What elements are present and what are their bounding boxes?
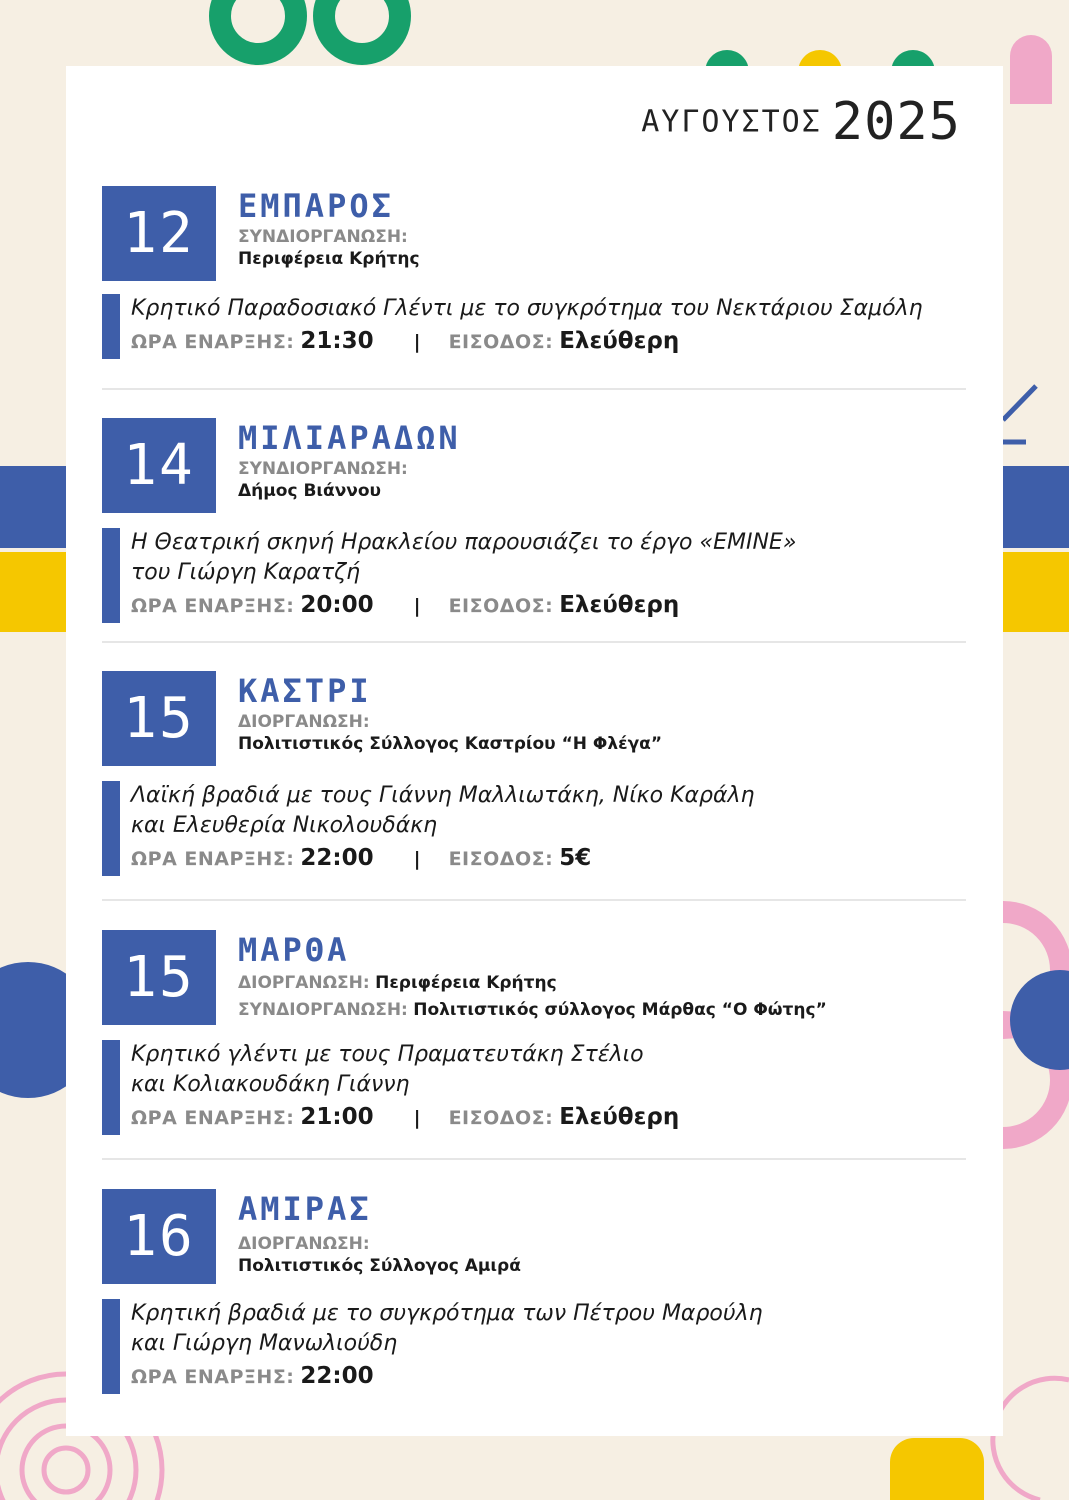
co-organizer-label: ΣΥΝΔΙΟΡΓΑΝΩΣΗ: [238, 1000, 408, 1020]
entry-value: Ελεύθερη [559, 592, 680, 618]
separator: | [413, 1107, 421, 1129]
separator: | [413, 595, 421, 617]
event-description-line2: και Ελευθερία Νικολουδάκη [131, 813, 438, 838]
divider [102, 388, 966, 390]
event-details [102, 781, 966, 876]
event-description: Κρητικό Παραδοσιακό Γλέντι με το συγκρότημα του Νεκτάριου Σαμόλη [131, 296, 923, 321]
co-organizer-value: Πολιτιστικός σύλλογος Μάρθας “Ο Φώτης” [413, 1000, 827, 1020]
event-venue: ΕΜΠΑΡΟΣ [238, 187, 394, 225]
event-venue: ΜΙΛΙΑΡΑΔΩΝ [238, 419, 461, 457]
entry-label: ΕΙΣΟΔΟΣ: [448, 1107, 554, 1129]
left-blue-yellow-shape [0, 466, 66, 632]
event-venue: ΚΑΣΤΡΙ [238, 672, 372, 710]
organizer-label: ΔΙΟΡΓΑΝΩΣΗ: [238, 712, 370, 732]
green-rings-shape [220, 0, 400, 54]
yellow-arch-shape [890, 1438, 984, 1500]
organizer-label: ΣΥΝΔΙΟΡΓΑΝΩΣΗ: [238, 227, 408, 247]
divider [102, 641, 966, 643]
event-venue: ΑΜΙΡΑΣ [238, 1190, 372, 1228]
separator: | [413, 848, 421, 870]
event-details [102, 294, 966, 359]
time-label: ΩΡΑ ΕΝΑΡΞΗΣ: [131, 595, 295, 617]
divider [102, 1158, 966, 1160]
event-description: Η Θεατρική σκηνή Ηρακλείου παρουσιάζει το έργο «ΕΜΙΝΕ» [131, 530, 797, 555]
event-description-line2: και Γιώργη Μανωλιούδη [131, 1331, 398, 1356]
event-description-line2: και Κολιακουδάκη Γιάννη [131, 1072, 410, 1097]
right-lines-shape [1003, 386, 1036, 442]
separator: | [413, 331, 421, 353]
event-venue: ΜΑΡΘΑ [238, 931, 350, 969]
event-description: Κρητική βραδιά με το συγκρότημα των Πέτρου Μαρούλη [131, 1301, 763, 1326]
event-details [102, 1299, 966, 1394]
event-day: 14 [102, 418, 216, 513]
event-details [102, 528, 966, 623]
organizer-value: Πολιτιστικός Σύλλογος Αμιρά [238, 1256, 521, 1276]
organizer-value: Περιφέρεια Κρήτης [375, 973, 557, 993]
divider [102, 899, 966, 901]
entry-value: 5€ [559, 845, 592, 871]
event-description: Λαϊκή βραδιά με τους Γιάννη Μαλλιωτάκη, Νίκο Καράλη [131, 783, 755, 808]
time-label: ΩΡΑ ΕΝΑΡΞΗΣ: [131, 1366, 295, 1388]
organizer-value: Πολιτιστικός Σύλλογος Καστρίου “Η Φλέγα” [238, 734, 663, 754]
month-header [641, 92, 961, 152]
month-label: ΑΥΓΟΥΣΤΟΣ [641, 104, 822, 140]
entry-value: Ελεύθερη [559, 1104, 680, 1130]
right-blue-yellow-shape [1003, 466, 1069, 632]
time-value: 21:30 [300, 328, 374, 354]
event-details [102, 1040, 966, 1135]
event-day: 16 [102, 1189, 216, 1284]
schedule-card [66, 66, 1003, 1436]
organizer-value: Περιφέρεια Κρήτης [238, 249, 420, 269]
entry-label: ΕΙΣΟΔΟΣ: [448, 848, 554, 870]
time-value: 21:00 [300, 1104, 374, 1130]
organizer-label: ΔΙΟΡΓΑΝΩΣΗ: [238, 973, 370, 993]
entry-value: Ελεύθερη [559, 328, 680, 354]
time-label: ΩΡΑ ΕΝΑΡΞΗΣ: [131, 1107, 295, 1129]
entry-label: ΕΙΣΟΔΟΣ: [448, 331, 554, 353]
time-value: 22:00 [300, 845, 374, 871]
entry-label: ΕΙΣΟΔΟΣ: [448, 595, 554, 617]
time-label: ΩΡΑ ΕΝΑΡΞΗΣ: [131, 331, 295, 353]
time-label: ΩΡΑ ΕΝΑΡΞΗΣ: [131, 848, 295, 870]
year-label: 2025 [831, 92, 961, 152]
organizer-label: ΣΥΝΔΙΟΡΓΑΝΩΣΗ: [238, 459, 408, 479]
organizer-label: ΔΙΟΡΓΑΝΩΣΗ: [238, 1234, 370, 1254]
event-day: 15 [102, 671, 216, 766]
pink-arch-shape [1010, 35, 1052, 104]
event-description-line2: του Γιώργη Καρατζή [131, 560, 361, 585]
time-value: 22:00 [300, 1363, 374, 1389]
event-day: 12 [102, 186, 216, 281]
time-value: 20:00 [300, 592, 374, 618]
organizer-value: Δήμος Βιάννου [238, 481, 382, 501]
event-day: 15 [102, 930, 216, 1025]
event-description: Κρητικό γλέντι με τους Πραματευτάκη Στέλιο [131, 1042, 644, 1067]
right-pink-arc-shape [993, 1378, 1069, 1500]
